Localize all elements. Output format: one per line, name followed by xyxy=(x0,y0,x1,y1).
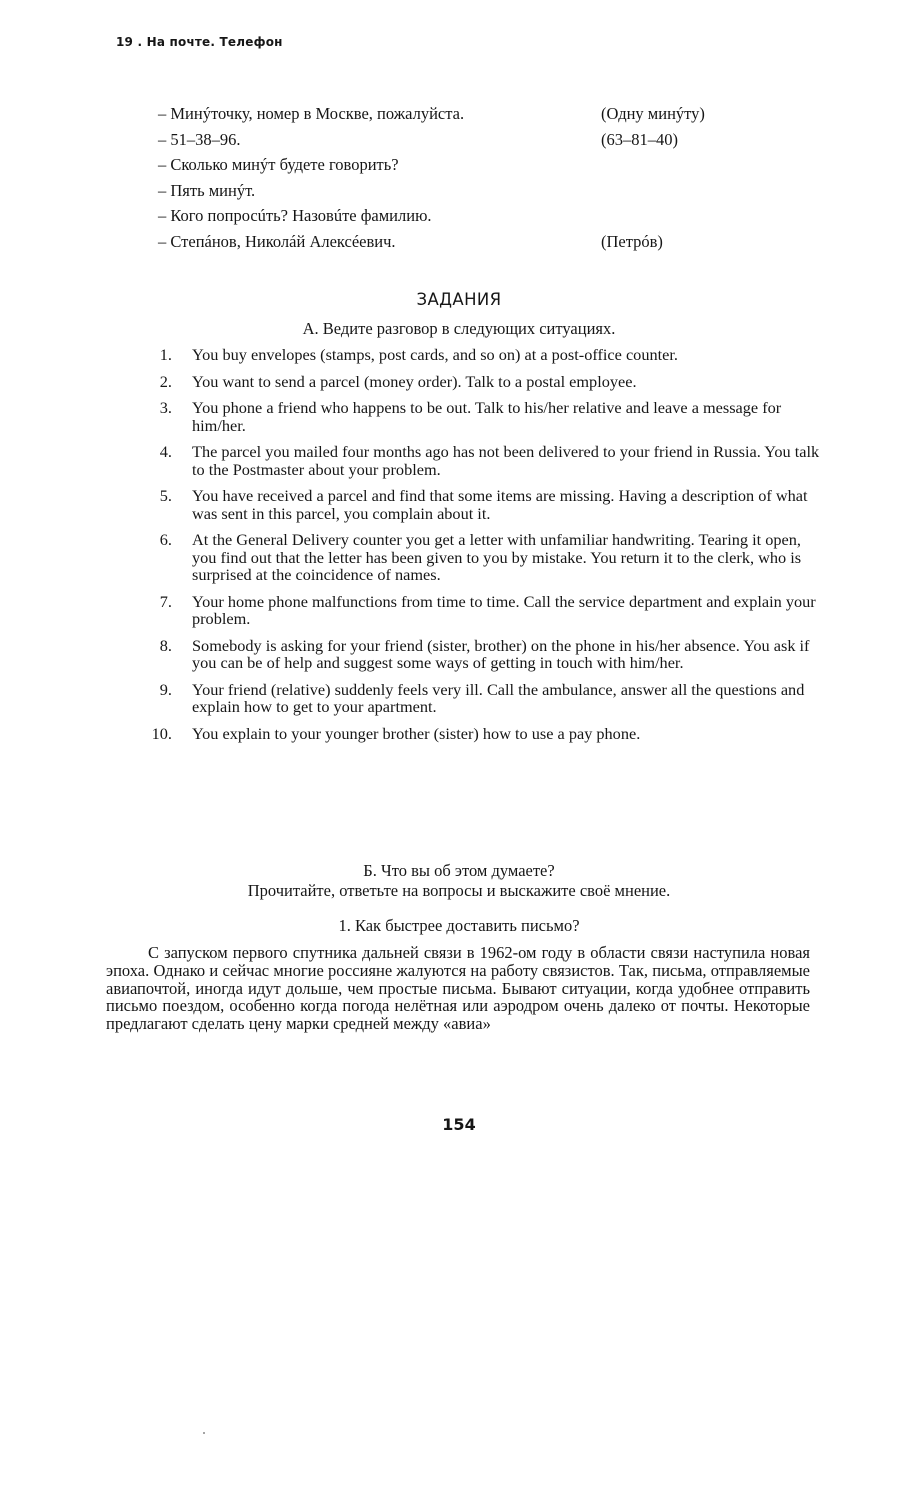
task-number: 10. xyxy=(151,723,172,743)
tasks-subtitle: А. Ведите разговор в следующих ситуациях. xyxy=(302,319,616,338)
task-text: At the General Delivery counter you get a letter with unfamiliar handwriting. Tearing it open, you find out that the letter has been given to you by mistake. You return it to the clerk, who is surprised at the coincidence of names. xyxy=(192,530,802,584)
dialog-speech: – Пять минýт. xyxy=(158,180,256,200)
task-text: Your home phone malfunctions from time to time. Call the service department and explain your problem. xyxy=(192,591,816,628)
dialog-speech: – 51–38–96. xyxy=(158,129,241,149)
article-paragraph: С запуском первого спутника дальней связи в 1962-ом году в области связи наступила новая эпоха. Однако и сейчас многие россияне жалуются на работу связистов. Так, письма, отправляемые авиапочтой, иногда идут дольше, чем простые письма. Бывают ситуации, когда удобнее отправить письмо поездом, особенно когда погода нелётная или аэродром очень далеко от почты. Некоторые предлагают сделать цену марки средней между «авиа» xyxy=(106,943,810,1034)
dialog-line xyxy=(158,127,758,153)
dialog-substitution: (Одну минýту) xyxy=(601,104,705,123)
task-number: 4. xyxy=(159,442,172,461)
task-number: 5. xyxy=(159,486,172,505)
section-b-title: Б. Что вы об этом думаете? xyxy=(363,861,555,880)
task-text: Somebody is asking for your friend (sister, brother) on the phone in his/her absence. You ask if you can be of help and suggest some ways of getting in touch with him/her. xyxy=(192,635,810,672)
task-text: The parcel you mailed four months ago has not been delivered to your friend in Russia. You talk to the Postmaster about your problem. xyxy=(192,442,820,479)
section-title-tasks: ЗАДАНИЯ xyxy=(416,290,502,309)
dialog-speech: – Минýточку, номер в Москве, пожалуйста. xyxy=(158,104,465,123)
task-number: 6. xyxy=(159,530,172,549)
task-number: 8. xyxy=(159,635,172,655)
task-item xyxy=(140,443,820,478)
dialog-line xyxy=(158,203,758,229)
task-number: 1. xyxy=(159,345,172,364)
task-number: 3. xyxy=(159,398,172,417)
dialog-line xyxy=(158,101,758,127)
task-item xyxy=(140,346,820,364)
task-text: You explain to your younger brother (sister) how to use a pay phone. xyxy=(192,723,641,743)
section-b-instruction: Прочитайте, ответьте на вопросы и выскажите своё мнение. xyxy=(247,881,671,900)
task-item xyxy=(140,637,820,672)
task-item xyxy=(140,487,820,522)
task-number: 7. xyxy=(159,591,172,611)
article-title: 1. Как быстрее доставить письмо? xyxy=(338,916,580,935)
task-item xyxy=(140,725,820,743)
dialog-block xyxy=(158,101,758,255)
dialog-speech: – Кого попросúть? Назовúте фамилию. xyxy=(158,206,432,226)
task-number: 9. xyxy=(159,679,172,699)
task-text: You have received a parcel and find that some items are missing. Having a description of what was sent in this parcel, you complain about it. xyxy=(192,486,808,523)
task-text: Your friend (relative) suddenly feels very ill. Call the ambulance, answer all the questions and explain how to get to your apartment. xyxy=(192,679,805,716)
task-item xyxy=(140,373,820,391)
section-b-heading xyxy=(0,861,918,901)
task-text: You want to send a parcel (money order). Talk to a postal employee. xyxy=(192,371,637,391)
task-item xyxy=(140,593,820,628)
dialog-substitution: (63–81–40) xyxy=(601,129,678,149)
task-list xyxy=(140,346,820,751)
dialog-speech: – Сколько минýт будете говорить? xyxy=(158,155,399,175)
dialog-line xyxy=(158,152,758,178)
task-number: 2. xyxy=(159,371,172,391)
dialog-line xyxy=(158,229,758,255)
dialog-substitution: (Петрóв) xyxy=(601,231,663,251)
task-text: You buy envelopes (stamps, post cards, and so on) at a post-office counter. xyxy=(192,345,678,364)
dialog-speech: – Степáнов, Николáй Алексéевич. xyxy=(158,231,396,251)
scan-speck xyxy=(203,1432,205,1434)
dialog-line xyxy=(158,178,758,204)
page-number: 154 xyxy=(442,1115,476,1134)
task-text: You phone a friend who happens to be out. Talk to his/her relative and leave a message for him/her. xyxy=(192,398,782,435)
task-item xyxy=(140,681,820,716)
task-item xyxy=(140,531,820,584)
task-item xyxy=(140,399,820,434)
running-header: 19 . На почте. Телефон xyxy=(116,35,283,49)
